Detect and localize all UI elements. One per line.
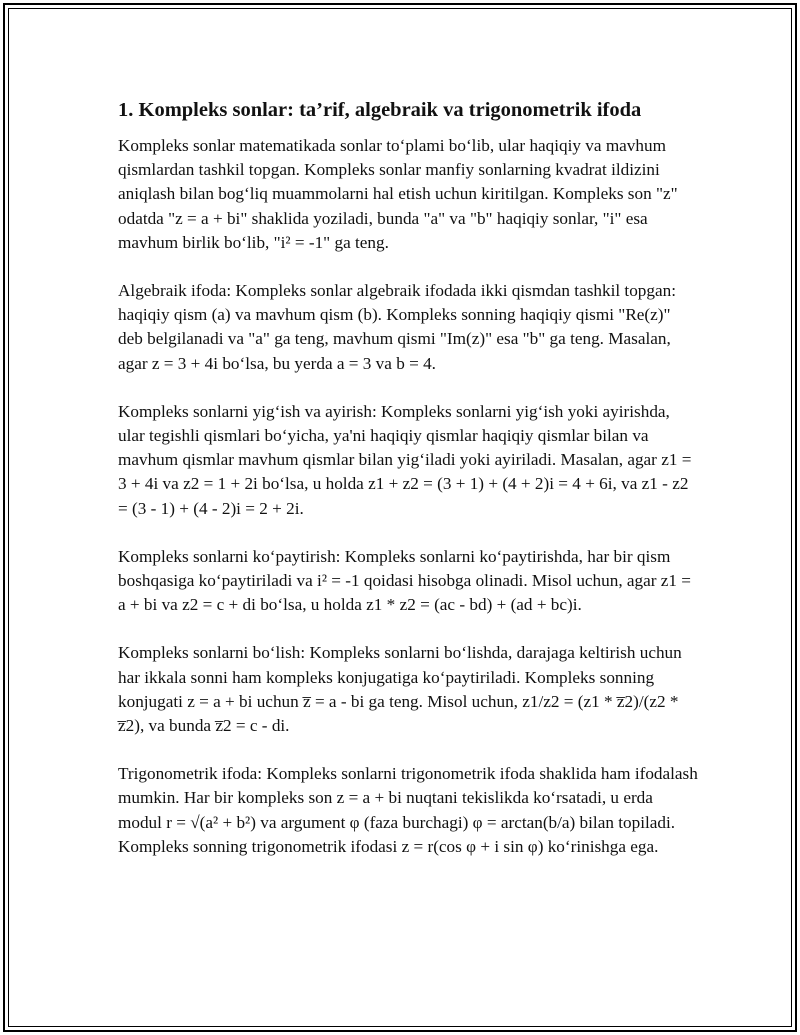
paragraph-multiplication: Kompleks sonlarni ko‘paytirish: Kompleks sonlarni ko‘paytirishda, har bir qism boshqasiga ko‘paytiriladi va i² = -1 qoidasi hisobga olinadi. Misol uchun, agar z1 = a + bi va z2 = c + di bo‘lsa, u holda z1 * z2 = (ac - bd) + (ad + bc)i. (118, 546, 692, 615)
paragraph-trigonometric-form: Trigonometrik ifoda: Kompleks sonlarni trigonometrik ifoda shaklida ham ifodalash mumkin. Har bir kompleks son z = a + bi nuqtani tekislikda ko‘rsatadi, u erda modul r = √(a² + b²) va argument φ (faza burchagi) φ = arctan(b/a) bilan topiladi. Kompleks sonning trigonometrik ifodasi z = r(cos φ + i sin φ) ko‘rinishga ega. (118, 764, 698, 856)
document-content (118, 94, 698, 883)
document-title: 1. Kompleks sonlar: ta’rif, algebraik va trigonometrik ifoda (118, 99, 642, 121)
paragraph-division: Kompleks sonlarni bo‘lish: Kompleks sonlarni bo‘lishda, darajaga keltirish uchun har ikkala sonni ham kompleks konjugatiga ko‘paytiriladi. Kompleks sonning konjugati z = a + bi uchun z̅ = a - bi ga teng. Misol uchun, z1/z2 = (z1 * z̅2)/(z2 * z̅2), va bunda z̅2 = c - di. (118, 643, 682, 736)
paragraph-algebraic-form: Algebraik ifoda: Kompleks sonlar algebraik ifodada ikki qismdan tashkil topgan: haqiqiy qism (a) va mavhum qism (b). Kompleks sonning haqiqiy qismi "Re(z)" deb belgilanadi va "a" ga teng, mavhum qismi "Im(z)" esa "b" ga teng. Masalan, agar z = 3 + 4i bo‘lsa, bu yerda a = 3 va b = 4. (118, 281, 676, 373)
paragraph-addition-subtraction: Kompleks sonlarni yig‘ish va ayirish: Kompleks sonlarni yig‘ish yoki ayirishda, ular tegishli qismlari bo‘yicha, ya'ni haqiqiy qismlar haqiqiy qismlar bilan va mavhum qismlar mavhum qismlar bilan yig‘iladi yoki ayiriladi. Masalan, agar z1 = 3 + 4i va z2 = 1 + 2i bo‘lsa, u holda z1 + z2 = (3 + 1) + (4 + 2)i = 4 + 6i, va z1 - z2 = (3 - 1) + (4 - 2)i = 2 + 2i. (118, 401, 692, 518)
document-page (3, 3, 797, 1032)
paragraph-definition: Kompleks sonlar matematikada sonlar to‘plami bo‘lib, ular haqiqiy va mavhum qismlardan tashkil topgan. Kompleks sonlar manfiy sonlarning kvadrat ildizini aniqlash bilan bog‘liq muammolarni hal etish uchun kiritilgan. Kompleks son "z" odatda "z = a + bi" shaklida yoziladi, bunda "a" va "b" haqiqiy sonlar, "i" esa mavhum birlik bo‘lib, "i² = -1" ga teng. (118, 136, 678, 252)
